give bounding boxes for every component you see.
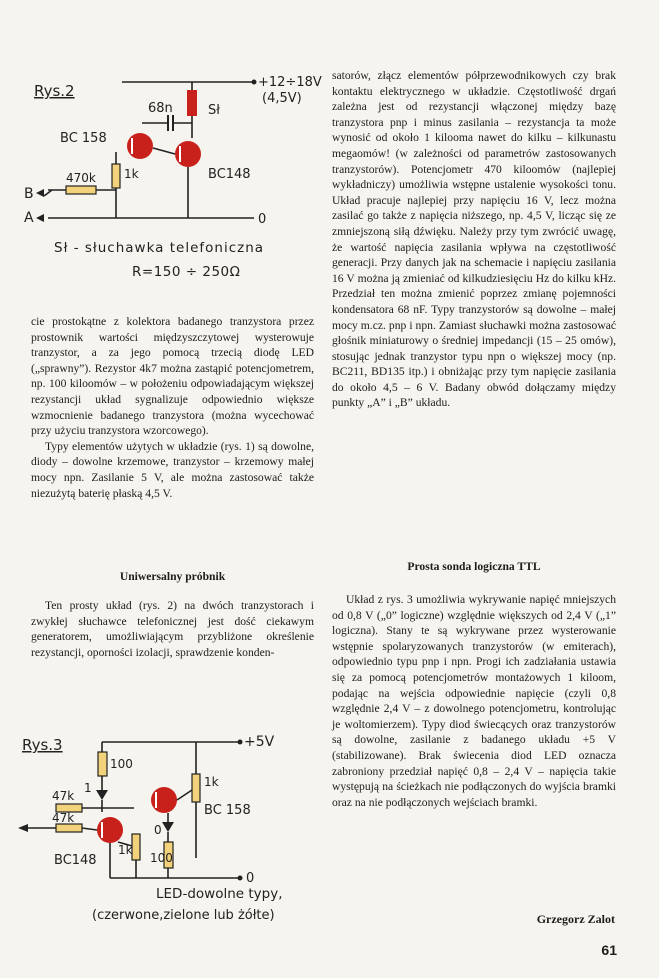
paragraph: Układ z rys. 3 umożliwia wykrywanie napięć mniejszych od 0,8 V („0” logiczne) względnie większych od 2,4 V („1” logiczna). Stany te są wykrywane przez wysterowanie wstępnie spolaryzowanych tranzystorów (w emiterach), odpowiednio typu pnp i npn. Progi ich zadziałania ustawia się za pomocą potencjometrów montażowych 1 kiloom, podając na wejścia odpowiednie napięcie (czyli 0,8 względnie 2,4 V – z dowolnego potencjometru, kontrolując je woltomierzem). Typy diod świecących oraz tranzystorów są dowolne, zasilanie z badanego układu +5 V (stabilizowane). Brak świecenia diod LED oznacza zabroniony przedział napięć 0,8 – 2,4 V – napięcia takie występują na ścieżkach nie podłączonych do wyjścia bramki oraz na nie podłączonych wejściach bramki.: [332, 593, 616, 809]
potentiometer-1k-right: [192, 774, 200, 802]
paragraph: cie prostokątne z kolektora badanego tranzystora przez prostownik wartości międzyszczytowej wysterowuje tranzystor, a za jego pomocą trzecią diodę LED („sprawny”). Rezystor 4k7 można zastąpić potencjometrem, np. 100 kiloomów – w położeniu odpowiadającym większej rezystancji układ sygnalizuje odpowiednio większe wzmocnienie badanego tranzystora (można wycechować przy użyciu tranzystora wzorcowego).: [31, 315, 314, 438]
heading-uniwersalny-probnik: Uniwersalny próbnik: [119, 570, 226, 583]
paragraph: Ten prosty układ (rys. 2) na dwóch tranzystorach i zwykłej słuchawce telefonicznej jest dość ciekawym generatorem, umożliwiającym przybliżone określenie rezystancji, oporności izolacji, sprawdzenie konden-: [31, 599, 314, 659]
terminal-b-label: B: [24, 186, 34, 202]
figure-3-schematic: [14, 730, 314, 900]
r47k-a-label: 47k: [52, 789, 75, 803]
author: Grzegorz Zalot: [536, 912, 615, 926]
earphone-symbol: [187, 90, 197, 116]
resistor-47k-b: [56, 824, 82, 832]
paragraph: satorów, złącz elementów półprzewodnikowych czy brak kontaktu elektrycznego w układzie. Częstotliwość drgań zależna jest od rezystancji włączonej między bazę tranzystora pnp i minus zasilania – rezystancja ta może wynosić od około 1 kilooma nawet do kilku – kilkunastu megaomów! (w zależności od parametrów zastosowanych tranzystorów). Potencjometr 470 kiloomów (najlepiej wykładniczy) umożliwia wstępne ustalenie wysokości tonu. Układ pracuje najlepiej przy napięciu 16 V, lecz można zasilać go także z napięcia niższego, np. 4,5 V, licząc się ze zmniejszoną siłą dźwięku. Należy przy tym zwrócić uwagę, że wartość napięcia zasilania wpływa na częstotliwość generacji. Przy danych jak na schemacie i napięciu zasilania 16 V można ją zmieniać od kilkudziesięciu Hz do kilku kHz. Przedział ten można zmienić poprzez zmianę pojemności kondensatora 68 nF. Typy tranzystorów są dowolne – małej mocy m.cz. pnp i npn. Zamiast słuchawki można zastosować głośnik miniaturowy o średniej impedancji (15 – 25 omów), stosując jednak tranzystor typu npn o większej mocy (np. BC211, BD135 itp.) i obniżając przy tym napięcie zasilania do około 4,5 – 6 V. Badany obwód dołączamy między punkty „A” i „B” układu.: [332, 69, 616, 410]
transistor-pnp-label: BC 158: [204, 803, 251, 818]
r47k-b-label: 47k: [52, 811, 75, 825]
page-number: 61: [601, 942, 617, 958]
figure-3-title: Rys.3: [22, 736, 63, 754]
pot-label: 470k: [66, 171, 96, 185]
resistor-1k: [112, 164, 120, 188]
transistor-npn-label: BC148: [208, 167, 251, 182]
r100-top-label: 100: [110, 757, 133, 771]
figure-3-caption-2: (czerwone,zielone lub żółte): [92, 908, 275, 923]
pot-left-label: 1k: [118, 843, 133, 857]
transistor-bc148-symbol: [97, 817, 123, 843]
right-column-text: [332, 68, 616, 411]
right-column-text-2: [332, 592, 616, 810]
transistor-npn-label: BC148: [54, 853, 97, 868]
left-column-text: [31, 314, 314, 501]
led-1-label: 1: [84, 781, 92, 795]
figure-2-title: Rys.2: [34, 82, 75, 100]
terminal-a-label: A: [24, 210, 34, 226]
ground-zero-label: 0: [258, 212, 267, 227]
ground-zero-label: 0: [246, 871, 255, 886]
resistor-label: 1k: [124, 167, 139, 181]
figure-2-caption-1: Sł - słuchawka telefoniczna: [54, 240, 265, 256]
heading-prosta-sonda: Prosta sonda logiczna TTL: [407, 560, 541, 573]
transistor-bc148-symbol: [175, 141, 201, 167]
figure-2-caption-2: R=150 ÷ 250Ω: [132, 264, 241, 280]
transistor-bc158-symbol: [151, 787, 177, 813]
supply-voltage-label: +12÷18V: [258, 75, 322, 90]
led-0-label: 0: [154, 823, 162, 837]
capacitor-label: 68n: [148, 101, 173, 116]
pot-right-label: 1k: [204, 775, 219, 789]
resistor-100-top: [98, 752, 107, 776]
earphone-label: Sł: [208, 103, 220, 118]
transistor-pnp-label: BC 158: [60, 131, 107, 146]
figure-3-caption-1: LED-dowolne typy,: [156, 886, 283, 902]
supply-label: +5V: [244, 734, 275, 750]
paragraph: Typy elementów użytych w układzie (rys. 1) są dowolne, diody – dowolne krzemowe, tranzystor – krzemowy małej mocy npn. Zasilanie 5 V, ale można zastosować także niezużytą baterię płaską 4,5 V.: [31, 439, 314, 500]
led-0-symbol: [162, 822, 174, 832]
left-column-text-2: [31, 598, 314, 660]
r100-bottom-label: 100: [150, 851, 173, 865]
supply-voltage-alt-label: (4,5V): [262, 91, 302, 106]
potentiometer-470k: [66, 186, 96, 194]
figure-2-schematic: [22, 60, 322, 240]
led-1-symbol: [96, 790, 108, 800]
potentiometer-1k-left: [132, 834, 140, 860]
transistor-bc158-symbol: [127, 133, 153, 159]
